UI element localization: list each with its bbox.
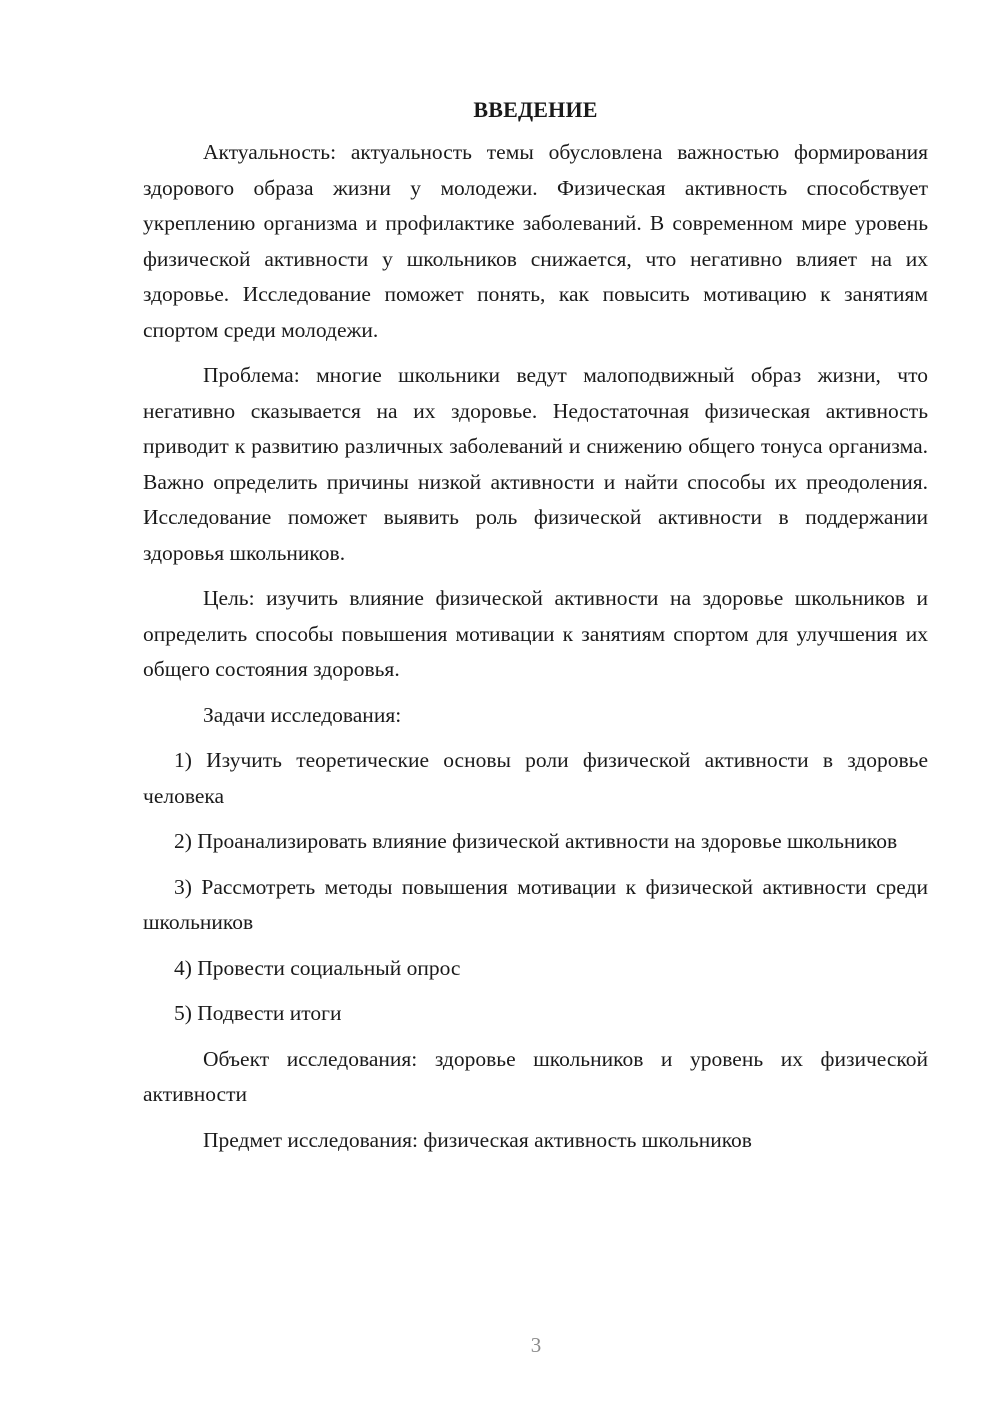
page-number: 3 (530, 1333, 542, 1357)
goal-paragraph: Цель: изучить влияние физической активности на здоровье школьников и определить способы повышения мотивации к занятиям спортом для улучшения их общего состояния здоровья. (143, 586, 928, 681)
task-item-4: 4) Провести социальный опрос (174, 955, 461, 980)
subject-paragraph: Предмет исследования: физическая активность школьников (203, 1127, 752, 1152)
tasks-heading: Задачи исследования: (203, 702, 402, 727)
task-item-1: 1) Изучить теоретические основы роли физической активности в здоровье человека (143, 748, 928, 808)
section-title: ВВЕДЕНИЕ (473, 97, 598, 122)
task-item-2: 2) Проанализировать влияние физической активности на здоровье школьников (174, 829, 898, 853)
problem-paragraph: Проблема: многие школьники ведут малоподвижный образ жизни, что негативно сказывается на их здоровье. Недостаточная физическая активность приводит к развитию различных заболеваний и снижению общего тонуса организма. Важно определить причины низкой активности и найти способы их преодоления. Исследование поможет выявить роль физической активности в поддержании здоровья школьников. (143, 363, 928, 565)
document-page (143, 92, 928, 1168)
task-item-5: 5) Подвести итоги (174, 1001, 342, 1025)
object-paragraph: Объект исследования: здоровье школьников и уровень их физической активности (143, 1046, 928, 1106)
relevance-paragraph: Актуальность: актуальность темы обусловлена важностью формирования здорового образа жизни у молодежи. Физическая активность способствует укреплению организма и профилактике заболеваний. В современном мире уровень физической активности у школьников снижается, что негативно влияет на их здоровье. Исследование поможет понять, как повысить мотивацию к занятиям спортом среди молодежи. (143, 140, 928, 342)
task-item-3: 3) Рассмотреть методы повышения мотивации к физической активности среди школьников (143, 874, 928, 934)
